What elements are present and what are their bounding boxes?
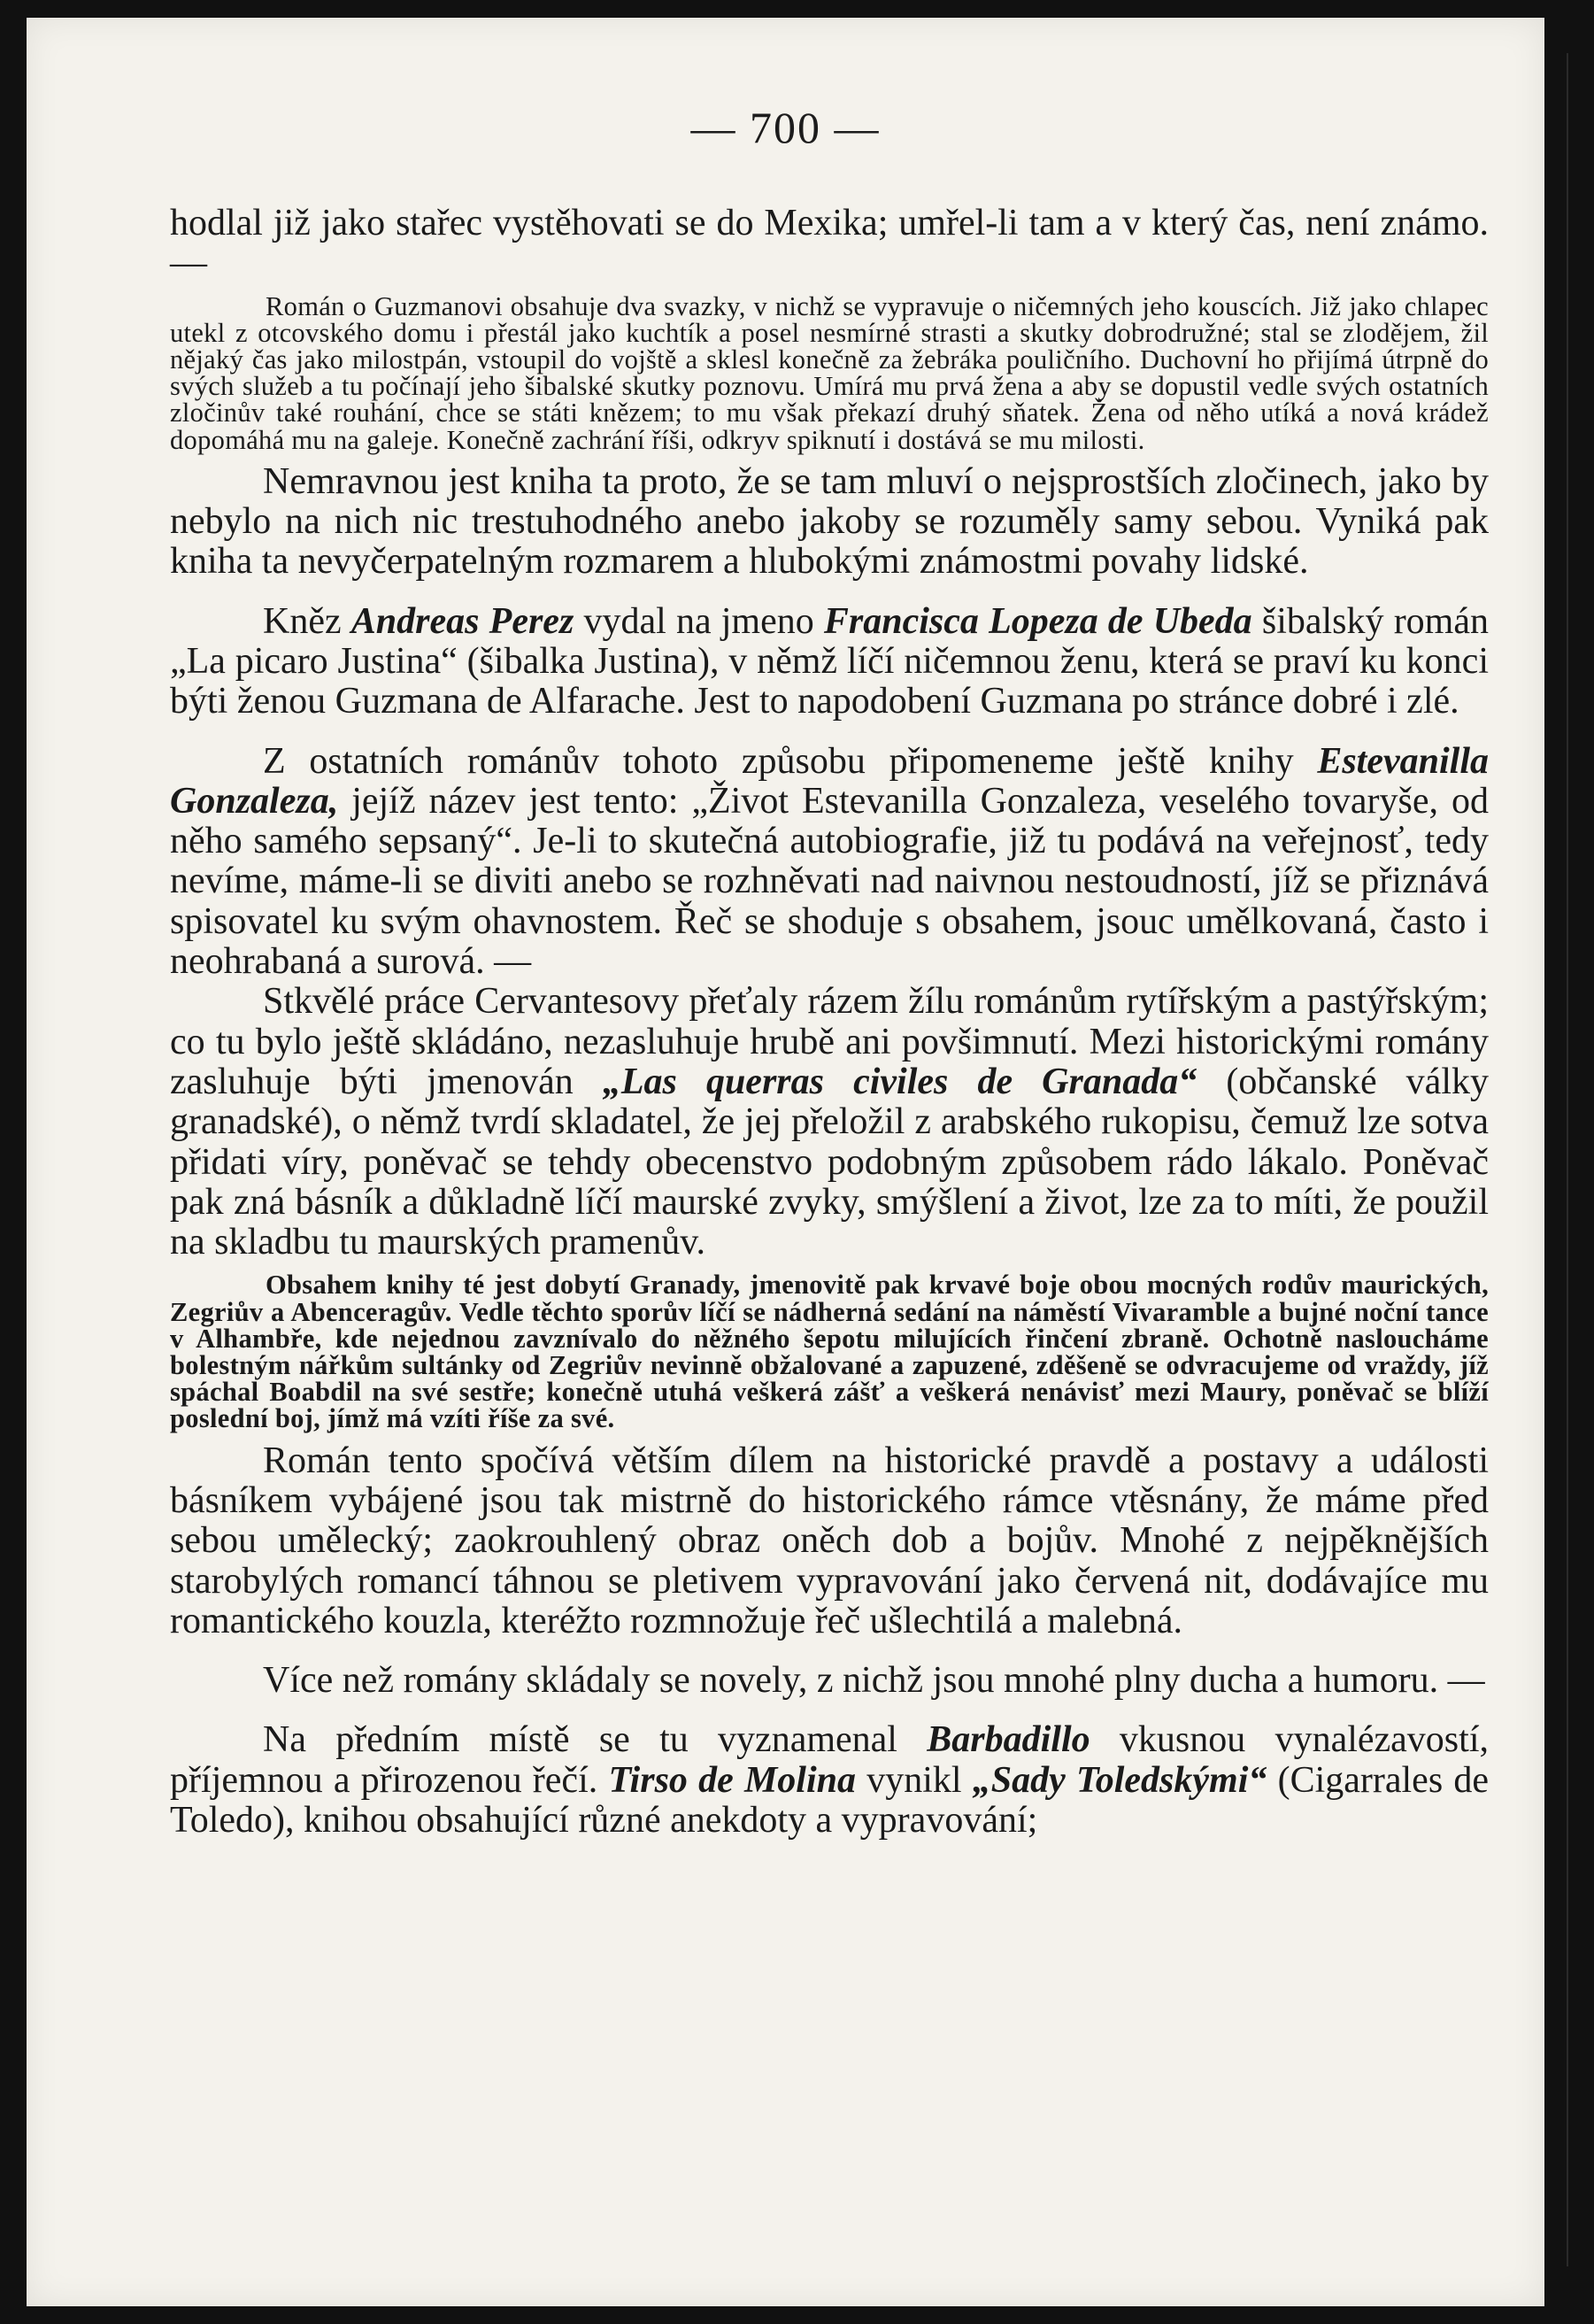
footnote-paragraph-guzman: Román o Guzmanovi obsahuje dva svazky, v nichž se vypravuje o ničemných jeho kouscích. Již jako chlapec utekl z otcovského domu i přestál jako kuchtík a posel nesmírné strasti a skutky dobrodružné; stal se zlodějem, žil nějaký čas jako milostpán, vstoupil do vojště a sklesl konečně za žebráka pouličního. Duchovní ho přijímá útrpně do svých služeb a tu počínají jeho šibalské skutky poznovu. Umírá mu prvá žena a aby se dopustil vedle svých ostatních zločinův také rouhání, chce se státi knězem; to mu však překazí druhý sňatek. Žena od něho utíká a nová krádež dopomáhá mu na galeje. Konečně zachrání říši, odkryv spiknutí i dostává se mu milosti. <box>170 290 1489 455</box>
text-run: (Cigarrales de Toledo), knihou obsahující různé anekdoty a vypravování; <box>170 1759 1490 1841</box>
paragraph-nemravnou: Nemravnou jest kniha ta proto, že se tam mluví o nejsprostších zločinech, jako by nebylo na nich nic trestuhodného anebo jakoby se rozuměly samy sebou. Vyniká pak kniha ta nevyčerpatelným rozmarem a hlubokými známostmi povahy lidské. <box>170 460 1489 583</box>
text-run: Kněz <box>263 600 351 642</box>
text-run: vynikl <box>856 1759 973 1801</box>
paragraph-novely: Více než romány skládaly se novely, z nichž jsou mnohé plny ducha a humoru. — <box>263 1660 1485 1702</box>
italic-name: Francisca Lopeza de Ubeda <box>823 600 1252 642</box>
text-run: (občanské války granadské), o němž tvrdí skladatel, že jej přeložil z arabského rukopisu, čemuž lze sotva přidati víry, poněvač se tehdy obecenstvo podobným způsobem rádo lákalo. Poněvač pak zná básník a důkladně líčí maurské zvyky, smýšlení a život, lze za to míti, že použil na skladbu tu maurských pramenův. <box>170 1061 1489 1263</box>
paragraph-barbadillo <box>170 1720 1489 1841</box>
italic-name: „Las querras civiles de Granada“ <box>602 1061 1197 1102</box>
italic-name: „Sady Toledskými“ <box>972 1759 1267 1801</box>
page-edge <box>1567 53 1568 2266</box>
paragraph-estevanillo <box>170 742 1489 983</box>
paragraph-andreas-perez <box>170 602 1489 722</box>
footnote-paragraph-granada: Obsahem knihy té jest dobytí Granady, jmenovitě pak krvavé boje obou mocných rodův maurických, Zegriův a Abenceragův. Vedle těchto sporův líčí se nádherná sedání na náměstí Vivaramble a bujné noční tance v Alhambře, kde nejednou zavznívalo do něžného šepotu milujících řinčení zbraně. Ochotně nasloucháme bolestným nářkům sultánky od Zegriův nevinně obžalované a zapuzené, zděšeně se odvracujeme od vraždy, jíž spáchal Boabdil na své sestře; konečně utuhá veškerá zášť a veškerá nenávisť mezi Maury, poněvač se blíží poslední boj, jímž má vzíti říše za své. <box>170 1270 1489 1434</box>
text-run: vydal na jmeno <box>574 600 824 642</box>
text-run: Na předním místě se tu vyznamenal <box>263 1719 928 1761</box>
page-body <box>170 204 1489 1841</box>
text-run: Z ostatních románův tohoto způsobu připomeneme ještě knihy <box>263 740 1318 782</box>
text-run: vkusnou vynalézavostí, příjemnou a přirozenou řečí. <box>170 1719 1489 1801</box>
page-number: — 700 — <box>690 103 881 152</box>
paragraph-roman-tento: Román tento spočívá větším dílem na historické pravdě a postavy a události básníkem vybájené jsou tak mistrně do historického rámce vtěsnány, že máme před sebou umělecký; zaokrouhlený obraz oněch dob a bojův. Mnohé z nejpěknějších starobylých romancí táhnou se pletivem vypravování jako červená nit, dodávajíce mu romantického kouzla, kteréžto rozmnožuje řeč ušlechtilá a malebná. <box>170 1440 1489 1641</box>
text-run: šibalský román „La picaro Justina“ (šibalka Justina), v němž líčí ničemnou ženu, která se praví ku konci býti ženou Guzmana de Alfarache. Jest to napodobení Guzmana po stránce dobré i zlé. <box>170 600 1489 722</box>
italic-name: Barbadillo <box>927 1719 1090 1761</box>
text-run: Stkvělé práce Cervantesovy přeťaly rázem žílu románům rytířským a pastýřským; co tu bylo ještě skládáno, nezasluhuje hrubě ani povšimnutí. Mezi historickými romány zasluhuje býti jmenován <box>170 981 1489 1102</box>
text-run: jejíž název jest tento: „Život Estevanilla Gonzaleza, veselého tovaryše, od něho samého sepsaný“. Je-li to skutečná autobiografie, již tu podává na veřejnosť, tedy nevíme, máme-li se diviti anebo se rozhněvati nad naivnou nestoudností, jíž se přiznává spisovatel ku svým ohavnostem. Řeč se shoduje s obsahem, jsouc umělkovaná, často i neohrabaná a surová. — <box>170 780 1489 983</box>
paragraph-cervantes <box>170 982 1489 1262</box>
book-page <box>27 18 1544 2306</box>
paragraph-continuation: hodlal již jako stařec vystěhovati se do Mexika; umřel-li tam a v který čas, není známo. — <box>170 203 1489 284</box>
italic-name: Tirso de Molina <box>608 1759 856 1801</box>
italic-name: Estevanilla Gonzaleza, <box>170 740 1489 822</box>
italic-name: Andreas Perez <box>350 600 574 642</box>
